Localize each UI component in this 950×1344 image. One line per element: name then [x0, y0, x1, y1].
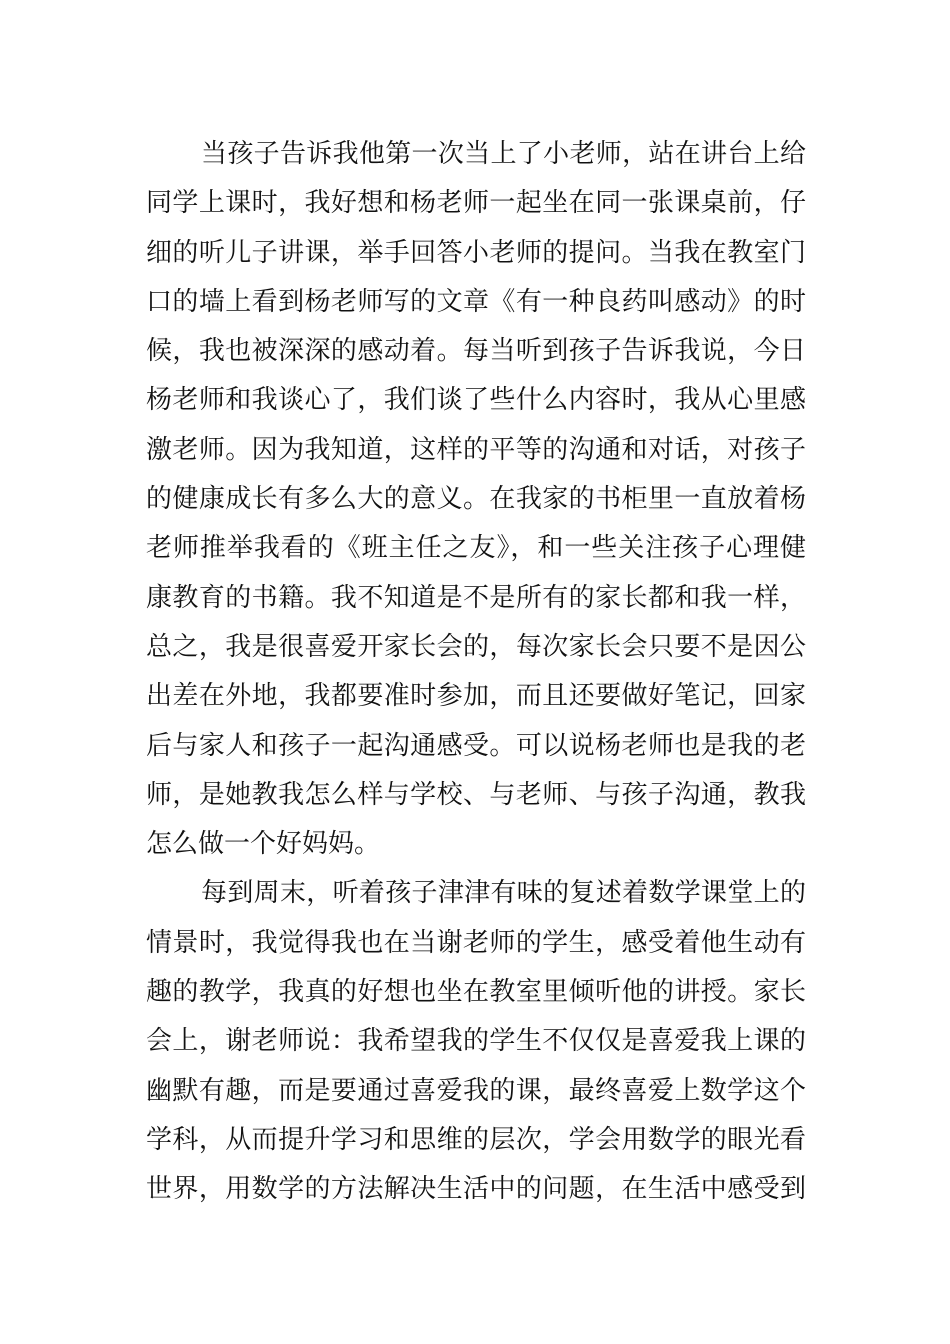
- text-line: 趣的教学，我真的好想也坐在教室里倾听他的讲授。家长: [146, 977, 806, 1008]
- text-line: 世界，用数学的方法解决生活中的问题，在生活中感受到: [146, 1174, 806, 1205]
- text-line: 每到周末，听着孩子津津有味的复述着数学课堂上的: [201, 878, 806, 909]
- text-line: 候，我也被深深的感动着。每当听到孩子告诉我说，今日: [146, 336, 806, 367]
- text-line: 总之，我是很喜爱开家长会的，每次家长会只要不是因公: [146, 631, 806, 662]
- paragraph-2: [146, 869, 806, 1214]
- text-line: 幽默有趣，而是要通过喜爱我的课，最终喜爱上数学这个: [146, 1075, 806, 1106]
- body-text: [146, 130, 806, 1215]
- text-line: 康教育的书籍。我不知道是不是所有的家长都和我一样，: [146, 582, 806, 613]
- text-line: 后与家人和孩子一起沟通感受。可以说杨老师也是我的老: [146, 730, 806, 761]
- text-line: 会上，谢老师说：我希望我的学生不仅仅是喜爱我上课的: [146, 1026, 806, 1057]
- text-line: 的健康成长有多么大的意义。在我家的书柜里一直放着杨: [146, 484, 806, 515]
- text-line: 师，是她教我怎么样与学校、与老师、与孩子沟通，教我: [146, 779, 806, 810]
- paragraph-1: [146, 130, 806, 869]
- text-line: 怎么做一个好妈妈。: [146, 829, 381, 860]
- text-line: 同学上课时，我好想和杨老师一起坐在同一张课桌前，仔: [146, 188, 806, 219]
- text-line: 口的墙上看到杨老师写的文章《有一种良药叫感动》的时: [146, 286, 806, 317]
- text-line: 当孩子告诉我他第一次当上了小老师，站在讲台上给: [201, 139, 806, 169]
- text-line: 老师推举我看的《班主任之友》，和一些关注孩子心理健: [146, 533, 806, 564]
- text-line: 细的听儿子讲课，举手回答小老师的提问。当我在教室门: [146, 237, 806, 268]
- text-line: 杨老师和我谈心了，我们谈了些什么内容时，我从心里感: [146, 385, 806, 416]
- text-line: 激老师。因为我知道，这样的平等的沟通和对话，对孩子: [146, 434, 806, 465]
- text-line: 情景时，我觉得我也在当谢老师的学生，感受着他生动有: [146, 927, 806, 958]
- text-line: 出差在外地，我都要准时参加，而且还要做好笔记，回家: [146, 681, 806, 712]
- text-line: 学科，从而提升学习和思维的层次，学会用数学的眼光看: [146, 1124, 806, 1155]
